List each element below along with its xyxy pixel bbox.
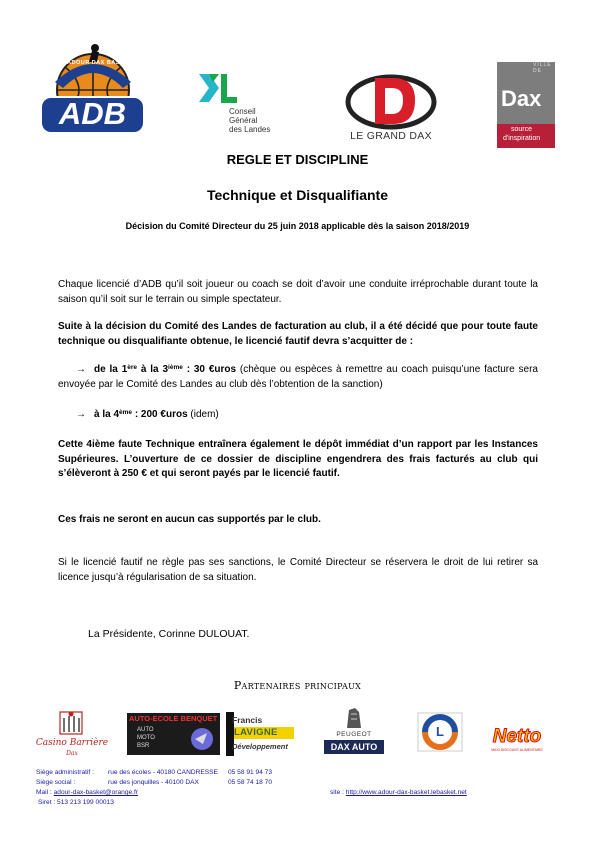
grand-dax-text: LE GRAND DAX [350,130,432,142]
dax-vertical-text: VILLE DE [533,62,552,74]
fee-text: de la 1 [94,364,128,375]
dax-name: Dax [501,86,542,111]
benquet-service: MOTO [137,735,155,741]
le-grand-dax-logo [345,72,437,144]
netto-tagline: MAXI DISCOUNT ALIMENTAIRE [491,748,543,752]
arrow-right-icon: → [76,409,86,420]
fee-sup: ère [127,364,138,371]
paragraph-report: Cette 4ième faute Technique entraînera également le dépôt immédiat d’un rapport par les Instances Supérieures. L’ouverture de ce dossier de discipline engendrera des frais facturés au club qui s’élèveront à 250 € et qui seront payés par le licencié fautif. [58,439,538,479]
netto-logo [485,726,549,756]
footer-admin-label: Siège administratif : [36,769,94,776]
decision-line: Décision du Comité Directeur du 25 juin 2018 applicable dès la saison 2018/2019 [125,221,470,231]
peugeot-dax-auto-logo [322,706,386,758]
paragraph-conduct: Chaque licencié d’ADB qu’il soit joueur ou coach se doit d’avoir une conduite irréprochable durant toute la saison qu’il soit sur le terrain ou simple spectateur. [58,279,538,305]
footer-social-address: rue des jonquilles - 40100 DAX [108,779,199,786]
footer-social-phone: 05 58 74 18 70 [228,779,272,786]
dax-tagline: source [511,126,533,133]
xl-caption-line: des Landes [229,125,271,134]
adb-logo-text: ADB [58,96,127,131]
footer-site [330,788,467,799]
casino-barriere-logo [34,708,110,760]
xl-caption-line: Conseil [229,107,256,116]
footer-social-label: Siège social : [36,779,76,786]
fee-sup: ème [119,409,133,416]
page-title: REGLE ET DISCIPLINE [226,152,369,167]
paragraph-club-costs: Ces frais ne seront en aucun cas supportés par le club. [58,514,321,525]
peugeot-dealer: DAX AUTO [324,740,384,754]
dax-tagline: d'inspiration [503,135,541,142]
signature: La Présidente, Corinne DULOUAT. [88,628,250,640]
conseil-general-landes-logo [195,72,290,142]
footer-site-label: site : [330,789,344,796]
leclerc-letter: L [436,724,444,739]
francis-lavigne-logo [226,712,298,756]
footer-admin-phone: 05 58 91 94 73 [228,769,272,776]
fee-amount: : 30 €uros [182,364,237,375]
footer-site-link[interactable]: http://www.adour-dax-basket.lebasket.net [345,789,467,796]
casino-city: Dax [66,750,78,757]
auto-ecole-benquet-logo [127,713,220,755]
benquet-service: BSR [137,743,150,749]
adb-logo [35,42,150,137]
ville-de-dax-logo [497,62,555,148]
footer-mail-label: Mail : [36,789,52,796]
paragraph-decision: Suite à la décision du Comité des Landes de facturation au club, il a été décidé que pour toute faute technique ou disqualifiante obtenue, le licencié fautif devra s’acquitter de : [58,321,538,347]
lavigne-line3: Développement [232,742,288,751]
fee-sup: ième [168,364,183,371]
footer-mail-link[interactable]: adour-dax-basket@orange.fr [53,789,139,796]
peugeot-brand: PEUGEOT [336,731,372,738]
benquet-title: AUTO-ECOLE BENQUET [129,714,218,723]
arrow-right-icon: → [76,364,86,375]
footer-admin-address: rue des écoles - 40180 CANDRESSE [108,769,218,776]
adb-arc-text: ADOUR DAX BASKET [67,60,133,66]
footer-siret: Siret : 513 213 199 00013 [38,799,114,806]
paragraph-sanctions: Si le licencié fautif ne règle pas ses sanctions, le Comité Directeur se réservera le droit de lui retirer sa licence jusqu’à régularisation de sa situation. [58,557,538,583]
fee-amount: : 200 €uros [132,409,188,420]
fee-item-1-note: (chèque ou espèces à remettre au coach puisqu’une facture sera envoyée par le Comité des Landes au club dès l’obtention de la sanction) [58,364,538,390]
casino-name: Casino Barrière [35,738,109,748]
netto-name: Netto [492,726,542,747]
fee-text: à la 4 [94,409,120,420]
fee-item-1 [58,363,538,392]
fee-item-2 [58,408,538,423]
lavigne-line2: LAVIGNE [234,727,278,738]
fee-text: à la 3 [137,364,169,375]
fee-item-2-note: (idem) [187,409,219,420]
leclerc-logo [417,712,463,752]
xl-caption [229,107,270,134]
fee-item-1-range [94,364,236,375]
benquet-services [137,726,155,750]
footer-mail [36,788,138,799]
benquet-service: AUTO [137,727,154,733]
page-subtitle: Technique et Disqualifiante [207,187,388,203]
xl-caption-line: Général [229,116,258,125]
partners-title: Partenaires principaux [233,679,362,692]
xl-logo-text [195,72,196,73]
lavigne-line1: Francis [232,715,263,725]
